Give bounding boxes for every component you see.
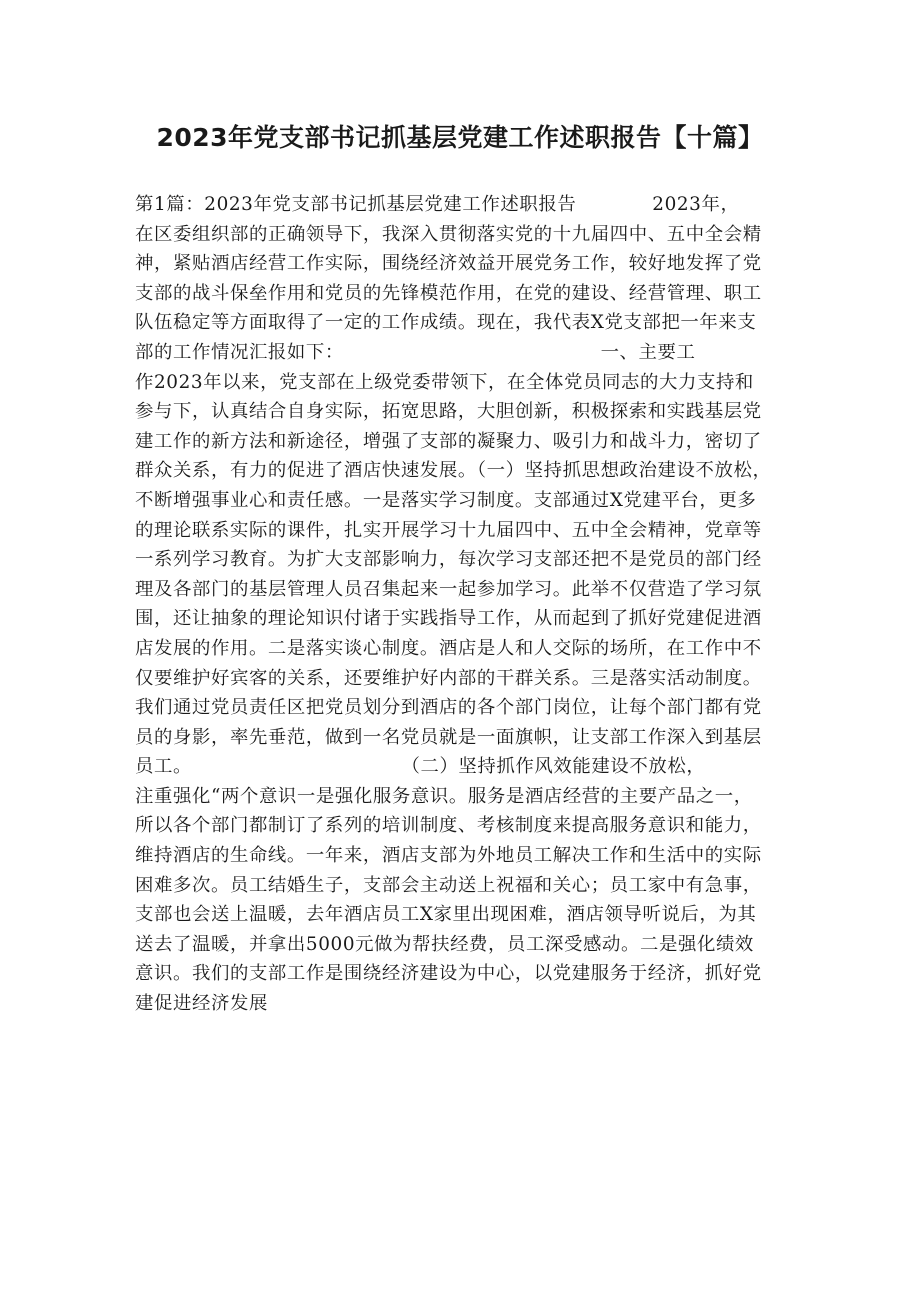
body-line: 维持酒店的生命线。一年来，酒店支部为外地员工解决工作和生活中的实际	[135, 845, 762, 867]
body-line: 作2023年以来，党支部在上级党委带领下，在全体党员同志的大力支持和	[135, 371, 754, 393]
body-line: 注重强化“两个意识一是强化服务意识。服务是酒店经营的主要产品之一，	[135, 785, 753, 807]
body-line: 所以各个部门都制订了系列的培训制度、考核制度来提高服务意识和能力，	[135, 815, 762, 837]
body-line: 员工。 （二）坚持抓作风效能建设不放松，	[135, 756, 706, 778]
body-line: 不断增强事业心和责任感。一是落实学习制度。支部通过X党建平台，更多	[135, 489, 757, 511]
body-line: 困难多次。员工结婚生子，支部会主动送上祝福和关心；员工家中有急事，	[135, 874, 762, 896]
body-line: 建工作的新方法和新途径，增强了支部的凝聚力、吸引力和战斗力，密切了	[135, 430, 762, 452]
body-line: 建促进经济发展	[135, 993, 268, 1015]
body-line: 参与下，认真结合自身实际，拓宽思路，大胆创新，积极探索和实践基层党	[135, 401, 762, 423]
body-line: 员的身影，率先垂范，做到一名党员就是一面旗帜，让支部工作深入到基层	[135, 726, 762, 748]
body-line: 送去了温暖，并拿出5000元做为帮扶经费，员工深受感动。二是强化绩效	[135, 933, 754, 955]
body-line: 在区委组织部的正确领导下，我深入贯彻落实党的十九届四中、五中全会精	[135, 223, 762, 245]
document-body	[135, 190, 795, 1019]
body-line: 围，还让抽象的理论知识付诸于实践指导工作，从而起到了抓好党建促进酒	[135, 608, 762, 630]
body-line: 支部的战斗保垒作用和党员的先锋模范作用，在党的建设、经营管理、职工	[135, 282, 762, 304]
body-line: 部的工作情况汇报如下： 一、主要工	[135, 341, 696, 363]
body-line: 支部也会送上温暖，去年酒店员工X家里出现困难，酒店领导听说后，为其	[135, 904, 757, 926]
document-title: 2023年党支部书记抓基层党建工作述职报告【十篇】	[156, 123, 764, 152]
body-line: 店发展的作用。二是落实谈心制度。酒店是人和人交际的场所，在工作中不	[135, 637, 762, 659]
body-line: 队伍稳定等方面取得了一定的工作成绩。现在，我代表X党支部把一年来支	[135, 312, 757, 334]
body-line: 的理论联系实际的课件，扎实开展学习十九届四中、五中全会精神，党章等	[135, 519, 762, 541]
body-line: 一系列学习教育。为扩大支部影响力，每次学习支部还把不是党员的部门经	[135, 549, 762, 571]
body-line: 意识。我们的支部工作是围绕经济建设为中心，以党建服务于经济，抓好党	[135, 963, 762, 985]
body-line: 我们通过党员责任区把党员划分到酒店的各个部门岗位，让每个部门都有党	[135, 697, 762, 719]
body-line: 第1篇：2023年党支部书记抓基层党建工作述职报告 2023年，	[135, 194, 740, 215]
body-line: 神，紧贴酒店经营工作实际，围绕经济效益开展党务工作，较好地发挥了党	[135, 253, 762, 275]
body-line: 理及各部门的基层管理人员召集起来一起参加学习。此举不仅营造了学习氛	[135, 578, 762, 600]
body-line: 群众关系，有力的促进了酒店快速发展。（一）坚持抓思想政治建设不放松，	[135, 460, 772, 482]
body-line: 仅要维护好宾客的关系，还要维护好内部的干群关系。三是落实活动制度。	[135, 667, 762, 689]
